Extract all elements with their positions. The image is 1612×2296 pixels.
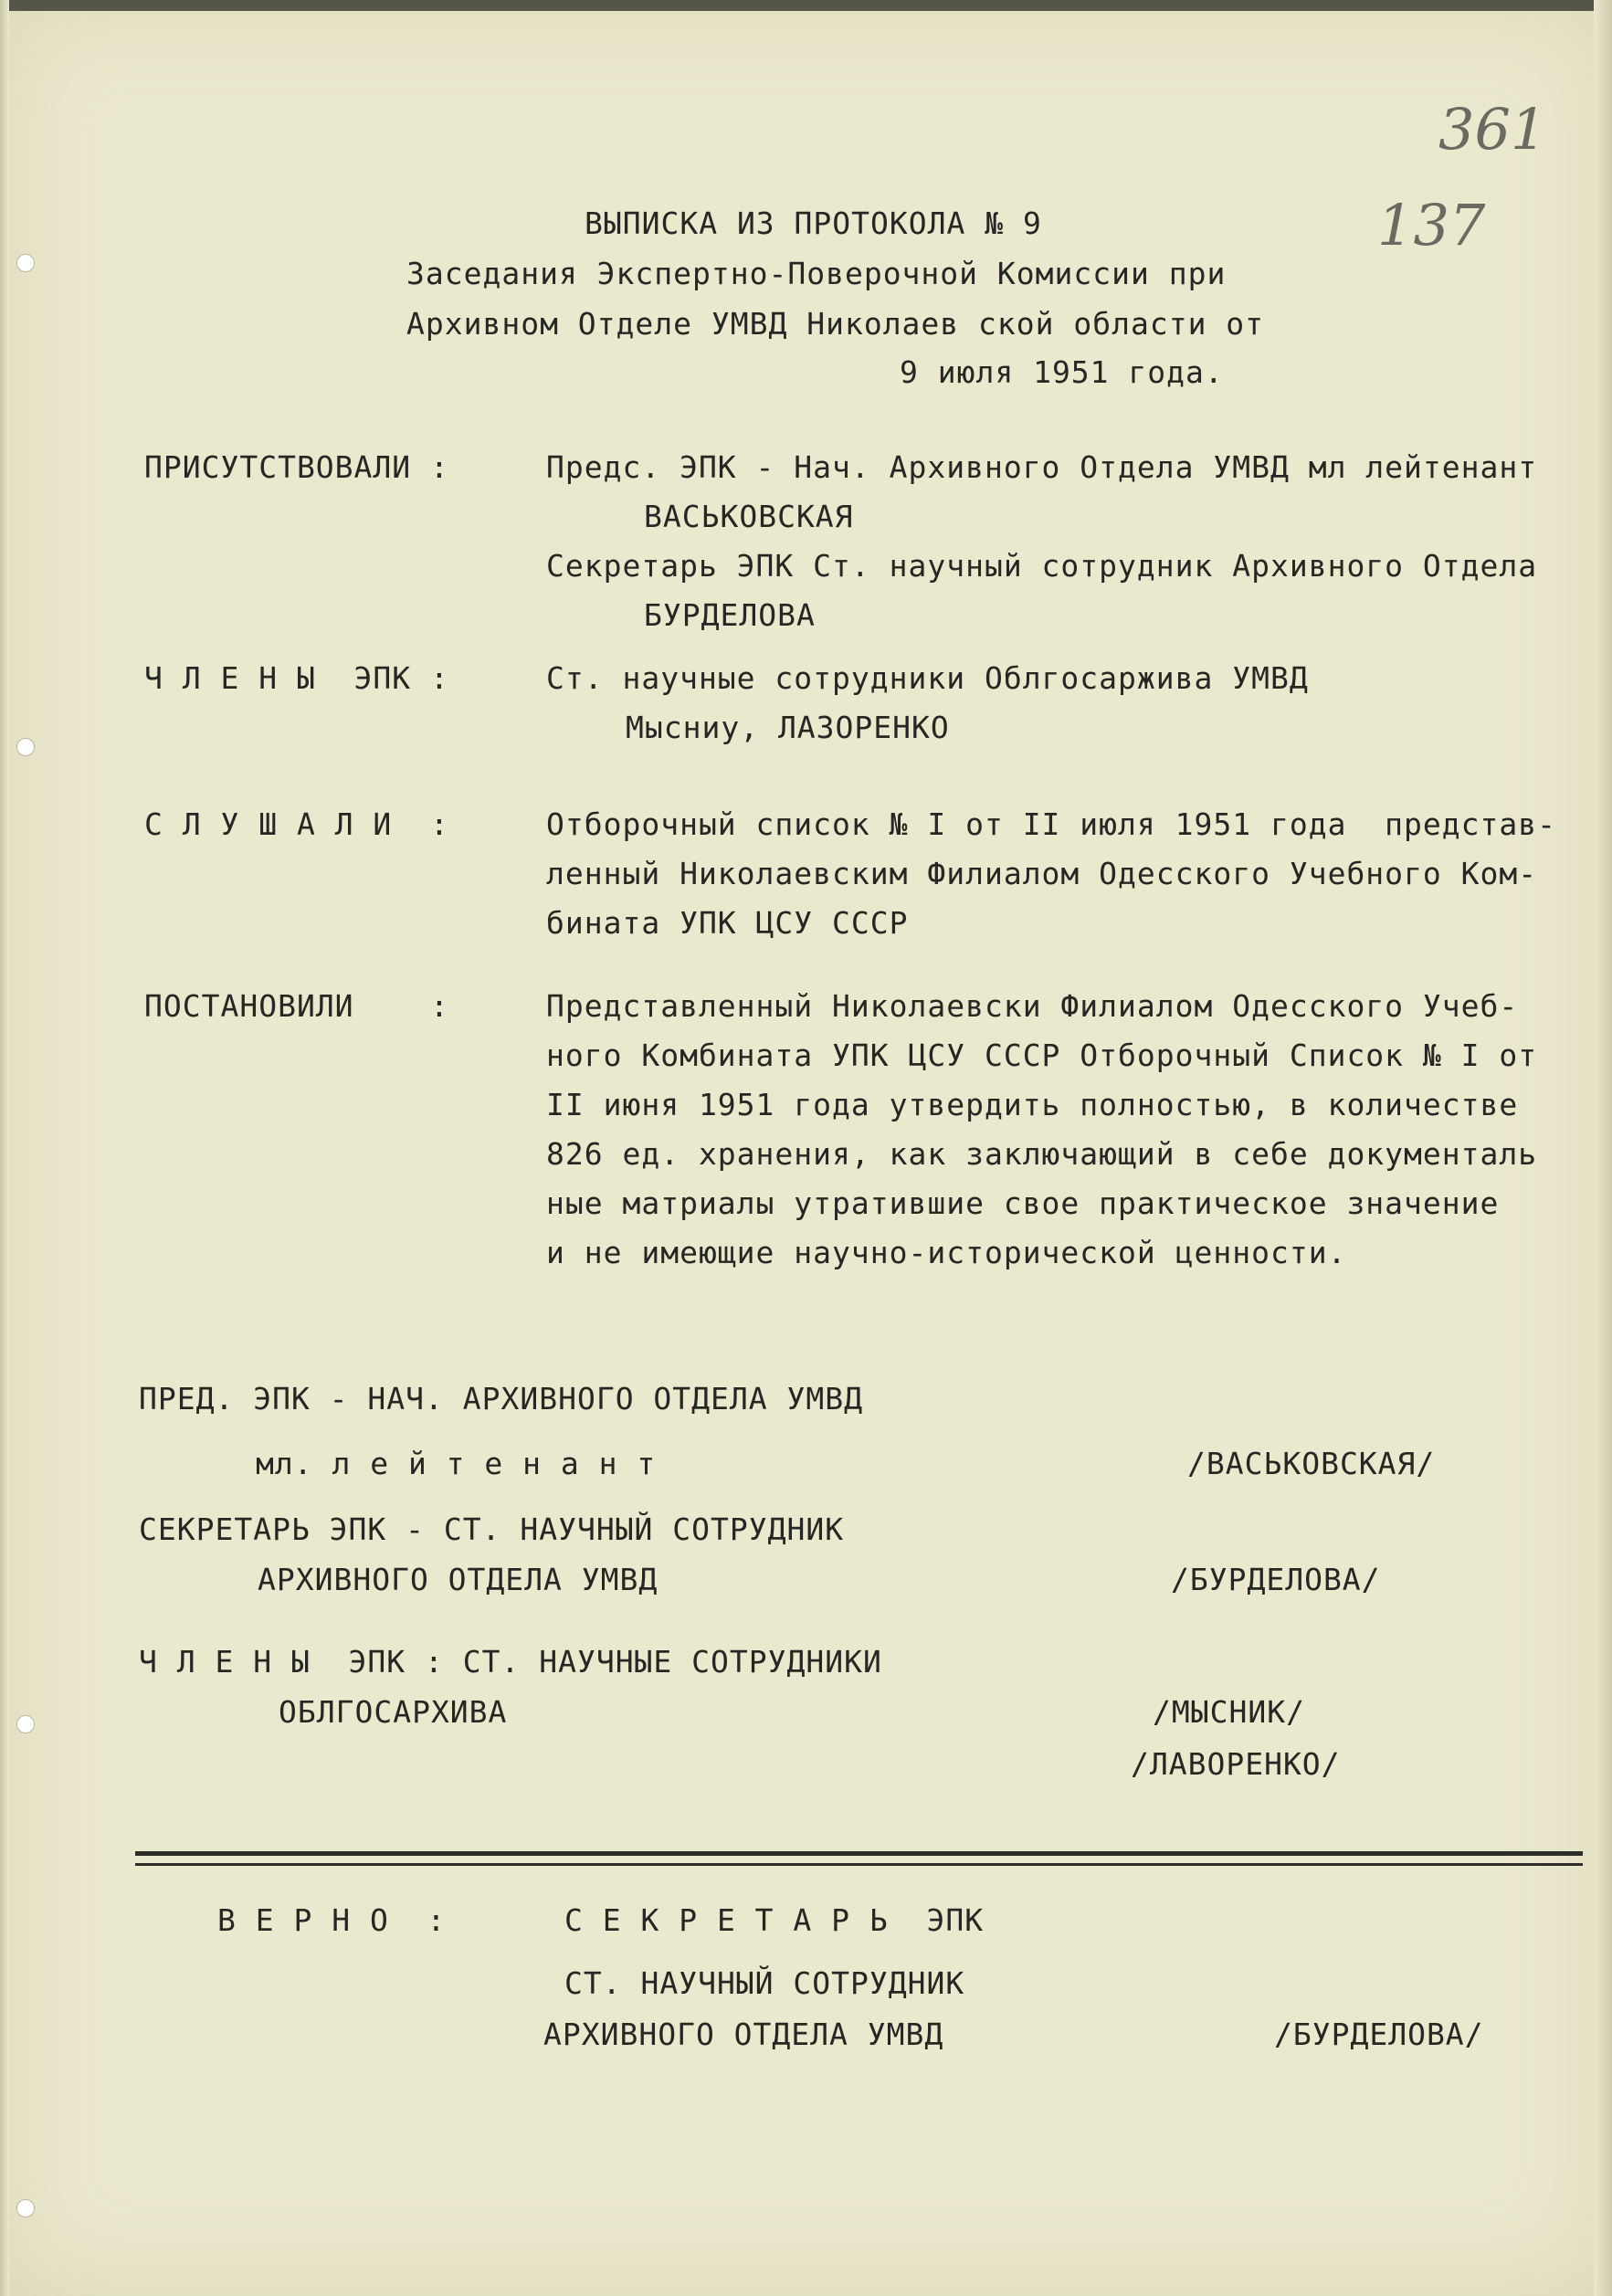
punch-hole	[16, 1715, 35, 1733]
present-line: ВАСЬКОВСКАЯ	[644, 499, 854, 534]
scan-left-edge	[0, 0, 9, 2296]
header-line-2: Заседания Экспертно-Поверочной Комиссии при	[406, 256, 1227, 291]
heard-line: ленный Николаевским Филиалом Одесского Учебного Ком-	[546, 856, 1538, 891]
resolved-line: ного Комбината УПК ЦСУ СССР Отборочный Список № I от	[546, 1037, 1538, 1073]
chair-name: /ВАСЬКОВСКАЯ/	[1187, 1446, 1436, 1481]
present-label: ПРИСУТСТВОВАЛИ :	[144, 449, 449, 485]
header-line-3: Архивном Отделе УМВД Николаев ской области от	[406, 306, 1265, 342]
present-line: Секретарь ЭПК Ст. научный сотрудник Архивного Отдела	[546, 548, 1538, 584]
resolved-label: ПОСТАНОВИЛИ :	[144, 988, 449, 1024]
certified-department: АРХИВНОГО ОТДЕЛА УМВД	[543, 2017, 944, 2052]
members-sign-org: ОБЛГОСАРХИВА	[279, 1694, 508, 1730]
old-sheet-number: 137	[1377, 192, 1486, 258]
scan-top-edge	[0, 0, 1612, 11]
present-line: Предс. ЭПК - Нач. Архивного Отдела УМВД мл лейтенант	[546, 449, 1538, 485]
heard-line: бината УПК ЦСУ СССР	[546, 905, 909, 941]
punch-hole	[16, 2199, 35, 2217]
members-sign-title: Ч Л Е Н Ы ЭПК : СТ. НАУЧНЫЕ СОТРУДНИКИ	[139, 1644, 882, 1680]
member-name: /МЫСНИК/	[1153, 1694, 1305, 1730]
resolved-line: Представленный Николаевски Филиалом Одесского Учеб-	[546, 988, 1519, 1024]
document-title: ВЫПИСКА ИЗ ПРОТОКОЛА № 9	[585, 205, 1042, 241]
resolved-line: и не имеющие научно-исторической ценности.	[546, 1235, 1347, 1270]
secretary-department: АРХИВНОГО ОТДЕЛА УМВД	[258, 1562, 658, 1597]
chair-rank: мл. л е й т е н а н т	[256, 1446, 657, 1481]
secretary-title: СЕКРЕТАРЬ ЭПК - СТ. НАУЧНЫЙ СОТРУДНИК	[139, 1511, 845, 1547]
resolved-line: ные матриалы утратившие свое практическое значение	[546, 1185, 1500, 1221]
sheet-number: 361	[1438, 96, 1547, 163]
punch-hole	[16, 254, 35, 272]
certified-position: СТ. НАУЧНЫЙ СОТРУДНИК	[564, 1965, 965, 2001]
punch-hole	[16, 738, 35, 756]
present-line: БУРДЕЛОВА	[644, 597, 816, 633]
members-label: Ч Л Е Н Ы ЭПК :	[144, 660, 449, 696]
secretary-name: /БУРДЕЛОВА/	[1171, 1562, 1381, 1597]
resolved-line: 826 ед. хранения, как заключающий в себе документаль	[546, 1136, 1538, 1172]
header-date: 9 июля 1951 года.	[900, 354, 1224, 390]
heard-line: Отборочный список № I от II июля 1951 года представ-	[546, 806, 1556, 842]
heard-label: С Л У Ш А Л И :	[144, 806, 449, 842]
resolved-line: II июня 1951 года утвердить полностью, в количестве	[546, 1087, 1519, 1122]
member-name: /ЛАВОРЕНКО/	[1131, 1746, 1341, 1782]
certified-name: /БУРДЕЛОВА/	[1274, 2017, 1484, 2052]
divider-line	[135, 1851, 1583, 1856]
chair-title: ПРЕД. ЭПК - НАЧ. АРХИВНОГО ОТДЕЛА УМВД	[139, 1381, 863, 1417]
divider-line	[135, 1863, 1583, 1866]
members-line: Ст. научные сотрудники Облгосаржива УМВД	[546, 660, 1309, 696]
certified-label: В Е Р Н О :	[217, 1902, 447, 1938]
members-line: Мысниу, ЛАЗОРЕНКО	[626, 710, 950, 745]
certified-secretary: С Е К Р Е Т А Р Ь ЭПК	[564, 1902, 985, 1938]
scan-right-edge	[1594, 0, 1612, 2296]
